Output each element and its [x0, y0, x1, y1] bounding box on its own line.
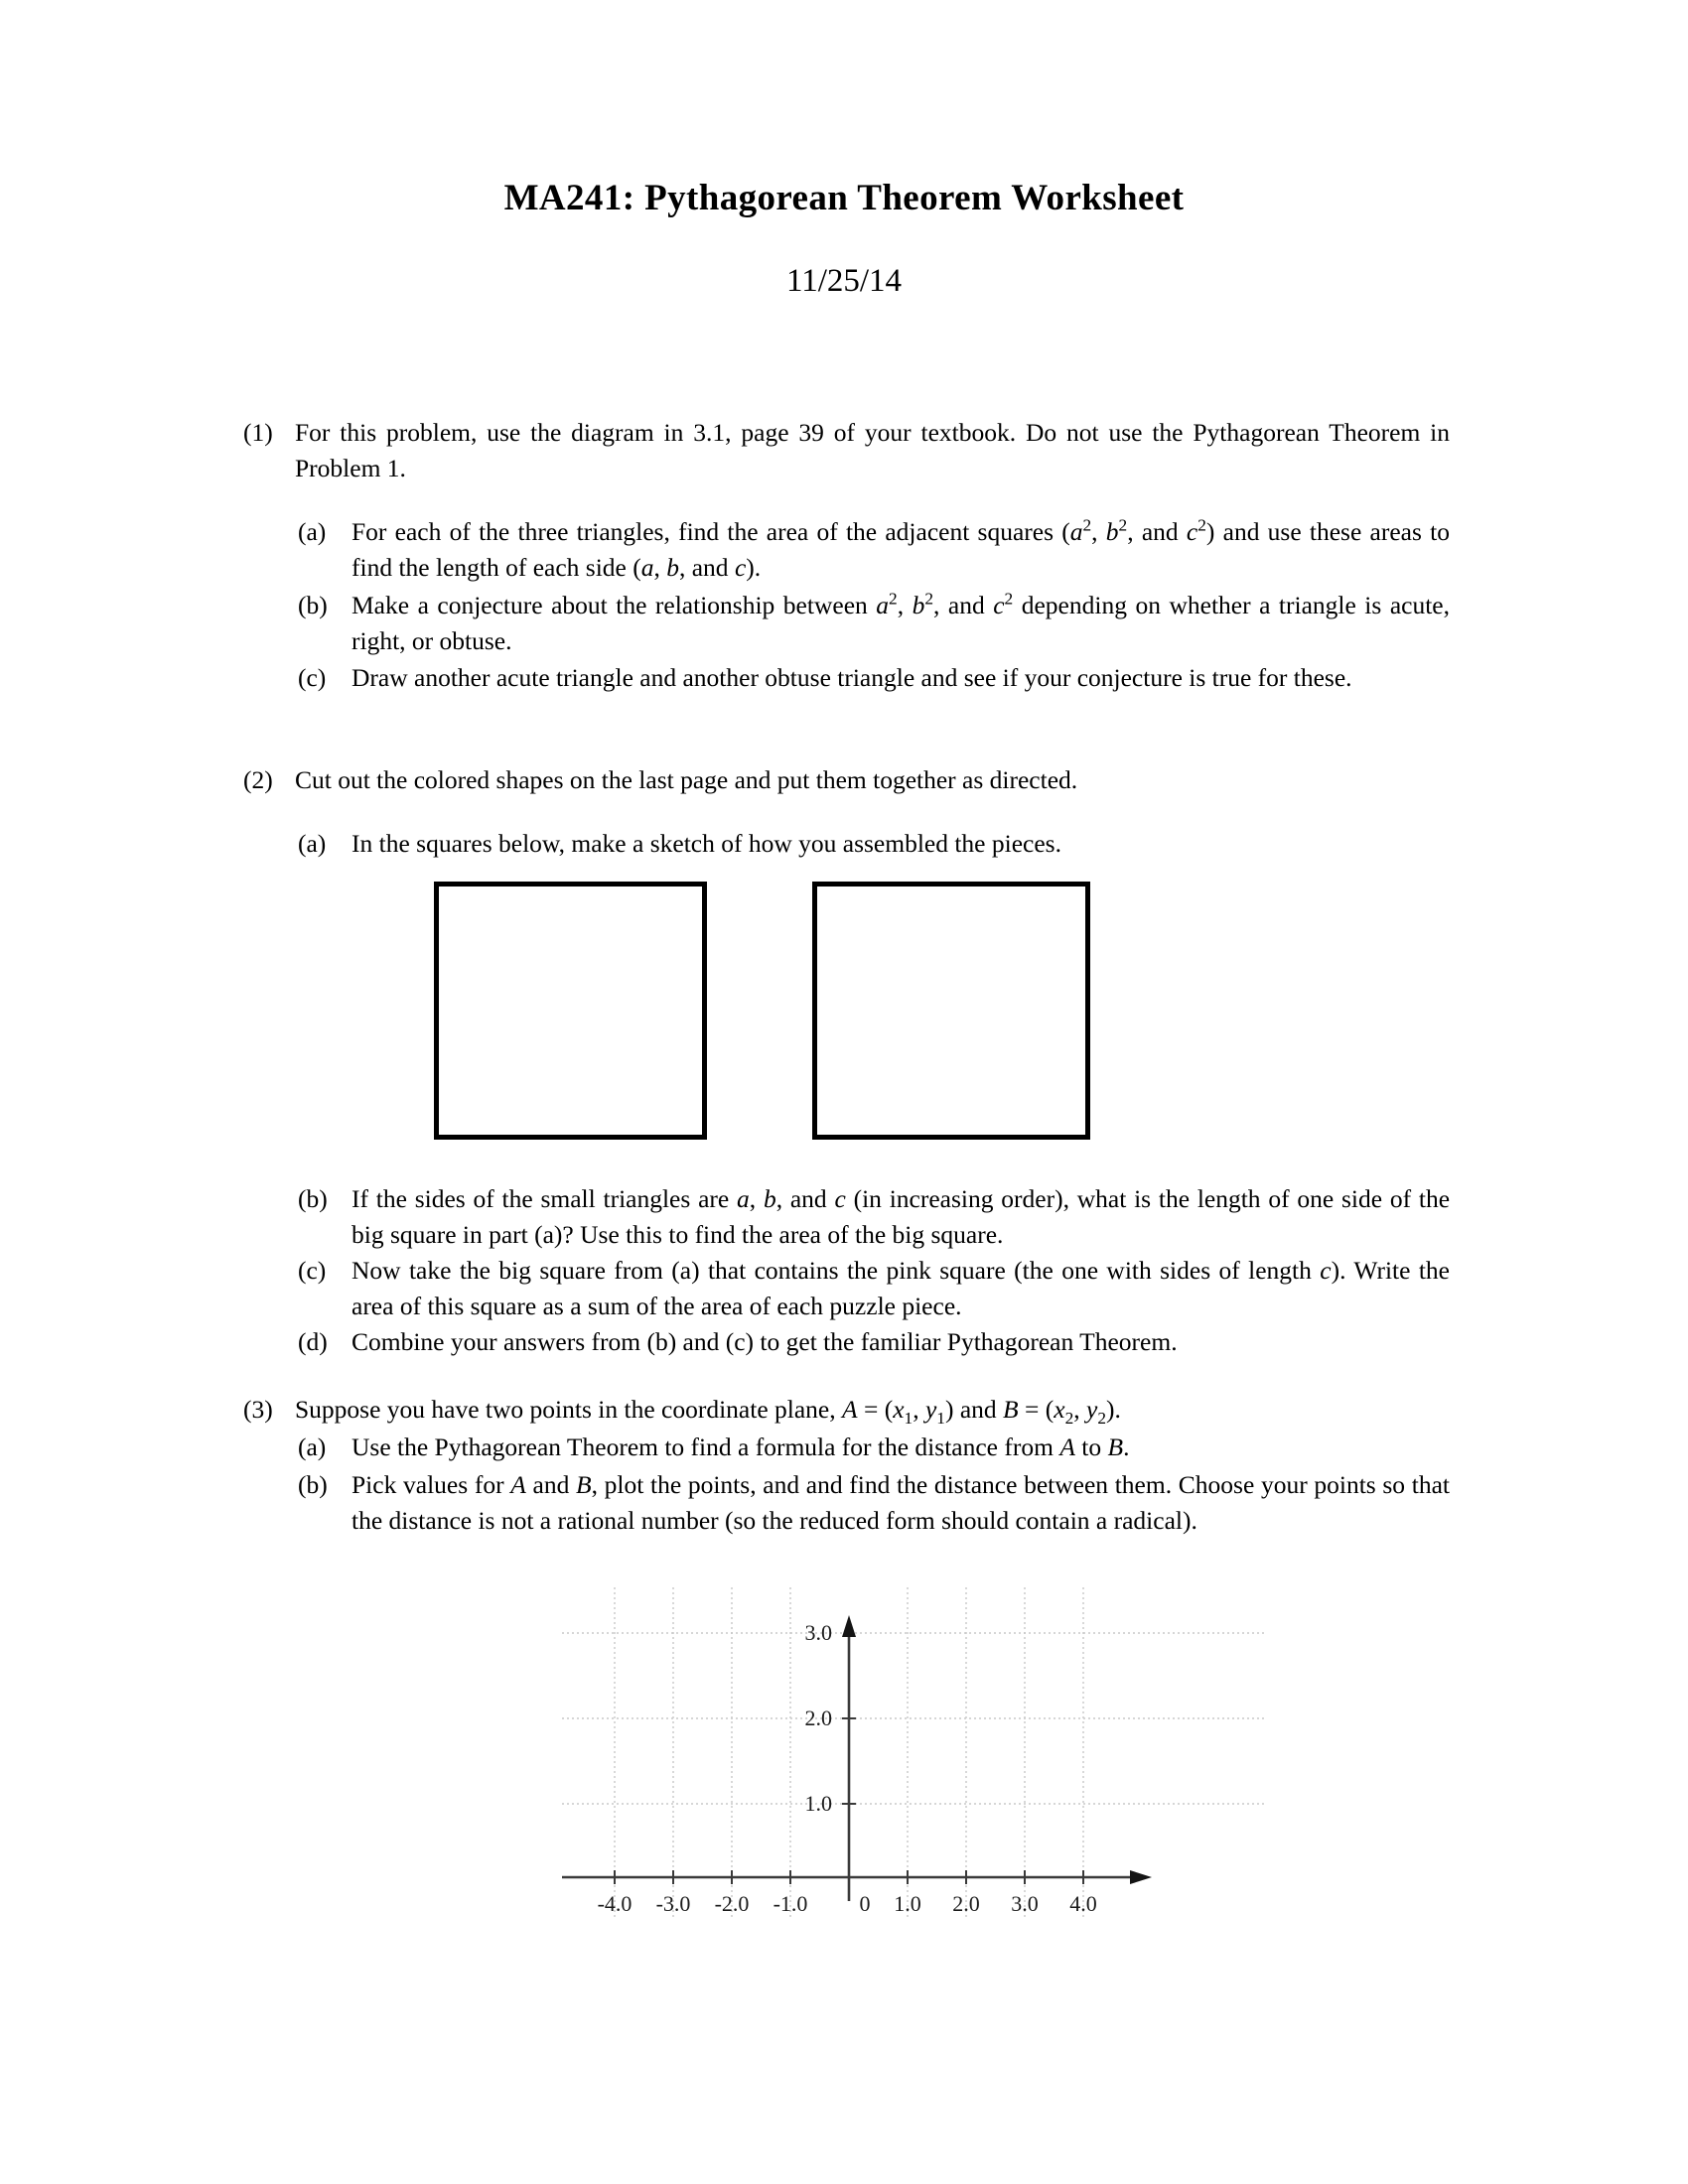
problem-3-number: (3) — [243, 1395, 273, 1424]
x-tick-label: 3.0 — [1011, 1891, 1039, 1916]
text-frag: , — [1091, 517, 1106, 546]
math-var-b: b — [763, 1184, 776, 1213]
problem-1-item-b-label: (b) — [298, 591, 328, 619]
x-tick-label-origin: 0 — [859, 1891, 871, 1916]
problem-2-item-d-text: Combine your answers from (b) and (c) to get the familiar Pythagorean Theorem. — [352, 1327, 1178, 1356]
problem-2-text: Cut out the colored shapes on the last page and put them together as directed. — [295, 765, 1078, 794]
problem-2-item-a — [298, 826, 1450, 862]
problem-2-item-d — [298, 1324, 1450, 1360]
text-frag: , and — [1127, 517, 1187, 546]
math-exponent-2: 2 — [924, 589, 933, 609]
problem-1-item-b-text — [352, 588, 1450, 659]
text-frag: If the sides of the small triangles are — [352, 1184, 738, 1213]
text-frag: ) and use these areas to find the length of each side ( — [352, 517, 1450, 582]
math-exponent-2: 2 — [1004, 589, 1014, 609]
math-var-A: A — [841, 1395, 858, 1424]
coordinate-plane[interactable] — [556, 1583, 1271, 1921]
problem-2-item-c-text — [352, 1253, 1450, 1324]
text-frag: depending on whether a triangle is acute, right, or obtuse. — [352, 591, 1450, 655]
math-var-c: c — [993, 591, 1005, 619]
problem-1-item-a-label: (a) — [298, 517, 327, 546]
math-equals: = — [1018, 1395, 1046, 1424]
problem-2-item-c — [298, 1253, 1450, 1324]
problem-1-item-c-label: (c) — [298, 663, 327, 692]
problem-2-item-b-label: (b) — [298, 1184, 328, 1213]
text-frag: ). Write the area of this square as a sum of the area of each puzzle piece. — [352, 1256, 1450, 1320]
math-var-c: c — [734, 553, 747, 582]
y-tick-label: 3.0 — [804, 1620, 832, 1645]
math-var-B: B — [1107, 1433, 1124, 1461]
problem-2-item-b-text — [352, 1181, 1450, 1253]
math-exponent-2: 2 — [1082, 515, 1092, 535]
x-tick-label: -4.0 — [597, 1891, 633, 1916]
math-sub-1: 1 — [904, 1409, 914, 1429]
problem-3-item-a-label: (a) — [298, 1433, 327, 1461]
problem-3-text — [295, 1392, 1450, 1428]
text-frag: to — [1074, 1433, 1108, 1461]
math-var-A: A — [1059, 1433, 1075, 1461]
text-frag: , and — [678, 553, 735, 582]
text-frag: Pick values for — [352, 1470, 511, 1499]
y-axis-arrow-icon — [842, 1615, 856, 1637]
math-equals: = — [857, 1395, 885, 1424]
math-var-c: c — [834, 1184, 846, 1213]
x-tick-label: 4.0 — [1069, 1891, 1097, 1916]
right-sketch-square[interactable] — [812, 882, 1090, 1140]
text-frag: ). — [746, 553, 762, 582]
text-frag: , and — [775, 1184, 835, 1213]
text-frag: , and — [933, 591, 994, 619]
x-tick-label: 2.0 — [952, 1891, 980, 1916]
problem-1-text: For this problem, use the diagram in 3.1, page 39 of your textbook. Do not use the Pythagorean Theorem in Problem 1. — [295, 418, 1450, 482]
math-var-b: b — [666, 553, 679, 582]
math-sub-2: 2 — [1064, 1409, 1074, 1429]
math-exponent-2: 2 — [1197, 515, 1206, 535]
left-sketch-square[interactable] — [434, 882, 707, 1140]
problem-2-number: (2) — [243, 765, 273, 794]
math-var-a: a — [876, 591, 890, 619]
text-frag: , — [749, 1184, 764, 1213]
math-var-a: a — [737, 1184, 750, 1213]
problem-3-item-a-text — [352, 1430, 1450, 1465]
text-frag: and — [953, 1395, 1004, 1424]
text-frag: (in increasing order), what is the length of one side of the big square in part (a)? Use this to find the area of the big square. — [352, 1184, 1451, 1249]
problem-2-item-b — [298, 1181, 1450, 1253]
y-tick-label: 2.0 — [804, 1706, 832, 1730]
x-tick-label: 1.0 — [894, 1891, 921, 1916]
math-var-y: y — [1086, 1395, 1098, 1424]
problem-2 — [243, 762, 1450, 798]
problem-1-item-b — [298, 588, 1450, 659]
text-frag: , plot the points, and and find the distance between them. Choose your points so that the distance is not a rational number (so the reduced form should contain a radical). — [352, 1470, 1450, 1535]
problem-1-item-a — [298, 514, 1450, 586]
problem-2-item-a-label: (a) — [298, 829, 327, 858]
math-var-c: c — [1186, 517, 1198, 546]
problem-1-item-c — [298, 660, 1450, 696]
math-var-x: x — [893, 1395, 905, 1424]
problem-2-item-c-label: (c) — [298, 1256, 327, 1285]
problem-2-item-d-label: (d) — [298, 1327, 328, 1356]
y-axis-tick-labels — [805, 1620, 833, 1816]
text-frag: Suppose you have two points in the coordinate plane, — [295, 1395, 842, 1424]
x-tick-label: -1.0 — [773, 1891, 808, 1916]
problem-1-item-c-text: Draw another acute triangle and another obtuse triangle and see if your conjecture is true for these. — [352, 663, 1352, 692]
math-sub-2: 2 — [1097, 1409, 1106, 1429]
problem-3-item-b — [298, 1467, 1450, 1539]
x-axis-arrow-icon — [1130, 1870, 1152, 1884]
text-frag: , — [653, 553, 667, 582]
math-var-b: b — [912, 591, 925, 619]
math-var-B: B — [576, 1470, 592, 1499]
math-var-a: a — [640, 553, 654, 582]
text-frag: Make a conjecture about the relationship between — [352, 591, 877, 619]
text-frag: . — [1114, 1395, 1121, 1424]
problem-3-item-b-text — [352, 1467, 1450, 1539]
text-frag: For each of the three triangles, find the area of the adjacent squares ( — [352, 517, 1070, 546]
problem-3-item-a — [298, 1430, 1450, 1465]
math-var-c: c — [1320, 1256, 1332, 1285]
problem-1-item-a-text — [352, 514, 1450, 586]
y-tick-label: 1.0 — [804, 1791, 832, 1816]
math-var-y: y — [924, 1395, 937, 1424]
problem-3 — [243, 1392, 1450, 1428]
text-frag: Use the Pythagorean Theorem to find a formula for the distance from — [352, 1433, 1060, 1461]
math-var-a: a — [1069, 517, 1083, 546]
math-var-x: x — [1054, 1395, 1065, 1424]
x-axis-tick-labels — [598, 1891, 1097, 1916]
math-var-B: B — [1003, 1395, 1019, 1424]
math-point-B: ($x_2$, $y_2$) — [1045, 1395, 1115, 1429]
problem-3-item-b-label: (b) — [298, 1470, 328, 1499]
text-frag: , — [897, 591, 913, 619]
math-point-A: ($x_1$, $y_1$) — [884, 1395, 954, 1429]
problem-1 — [243, 415, 1450, 486]
text-frag: and — [525, 1470, 577, 1499]
x-tick-label: -2.0 — [714, 1891, 750, 1916]
math-exponent-2: 2 — [1118, 515, 1128, 535]
math-var-b: b — [1105, 517, 1119, 546]
math-exponent-2: 2 — [889, 589, 898, 609]
text-frag: . — [1123, 1433, 1130, 1461]
coordinate-plane-svg[interactable] — [556, 1583, 1271, 1921]
page-title: MA241: Pythagorean Theorem Worksheet — [503, 178, 1185, 218]
document-date: 11/25/14 — [785, 263, 903, 299]
grid-horizontal-lines — [562, 1633, 1265, 1804]
problem-2-item-a-text: In the squares below, make a sketch of how you assembled the pieces. — [352, 829, 1061, 858]
problem-1-number: (1) — [243, 418, 273, 447]
x-tick-label: -3.0 — [655, 1891, 691, 1916]
math-sub-1: 1 — [936, 1409, 945, 1429]
math-var-A: A — [510, 1470, 526, 1499]
text-frag: Now take the big square from (a) that contains the pink square (the one with sides of length — [352, 1256, 1321, 1285]
